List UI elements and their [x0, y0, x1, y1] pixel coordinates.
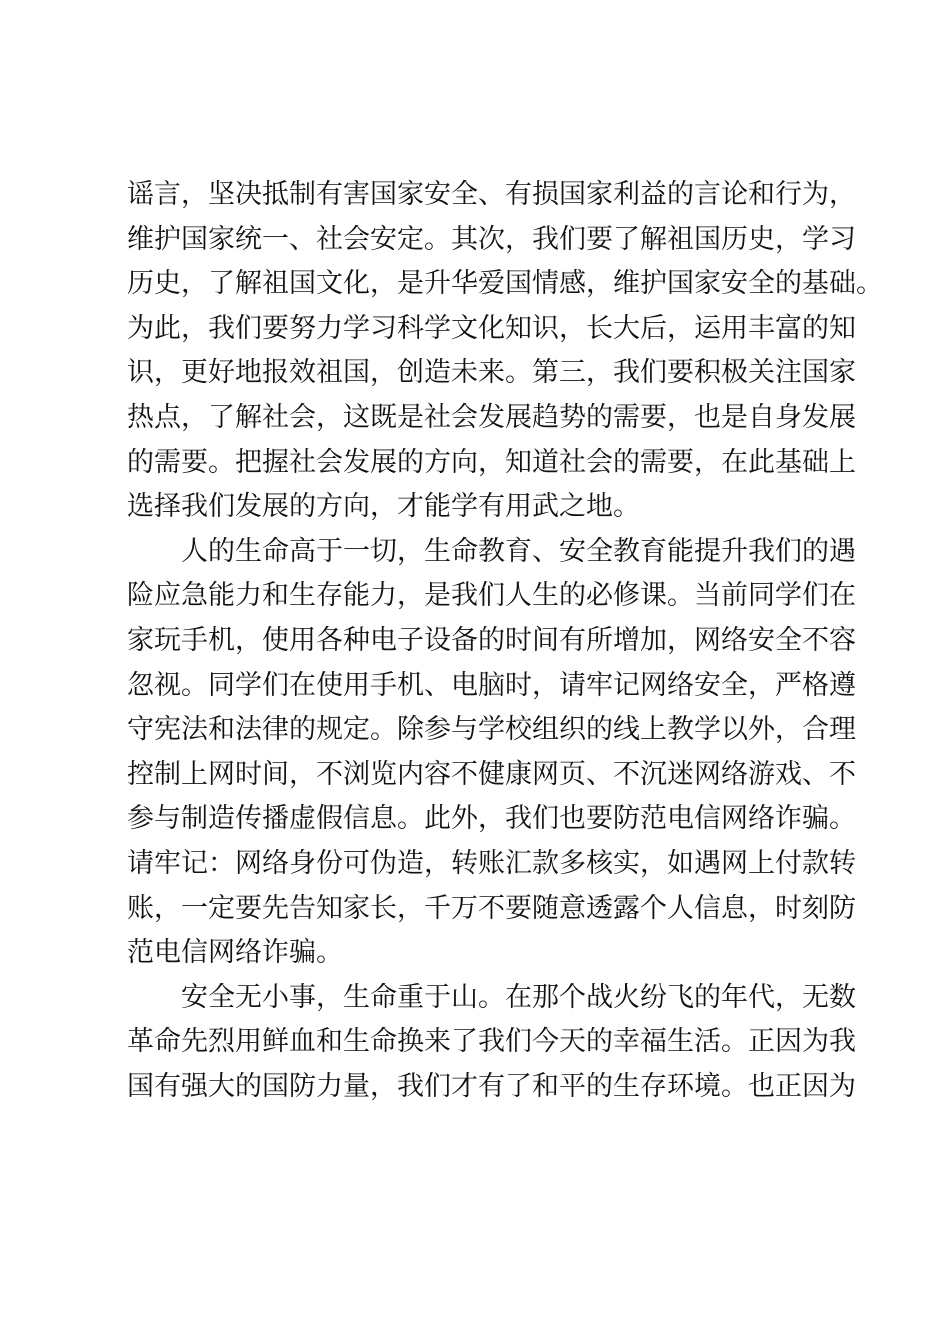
paragraph-1-line-8: 选择我们发展的方向，才能学有用武之地。: [127, 491, 640, 523]
paragraph-3-line-2: 革命先烈用鲜血和生命换来了我们今天的幸福生活。正因为我: [127, 1026, 856, 1058]
paragraph-2-line-2: 险应急能力和生存能力，是我们人生的必修课。当前同学们在: [127, 580, 856, 612]
paragraph-1-line-5: 识，更好地报效祖国，创造未来。第三，我们要积极关注国家: [127, 357, 856, 389]
paragraph-2-line-10: 范电信网络诈骗。: [127, 937, 343, 969]
paragraph-2-line-8: 请牢记：网络身份可伪造，转账汇款多核实，如遇网上付款转: [127, 847, 856, 879]
paragraph-1-line-2: 维护国家统一、社会安定。其次，我们要了解祖国历史，学习: [127, 223, 856, 255]
paragraph-1-line-4: 为此，我们要努力学习科学文化知识，长大后，运用丰富的知: [127, 312, 856, 344]
paragraph-3-line-3: 国有强大的国防力量，我们才有了和平的生存环境。也正因为: [127, 1070, 856, 1102]
paragraph-2-line-1: 人的生命高于一切，生命教育、安全教育能提升我们的遇: [181, 535, 856, 567]
paragraph-2-line-4: 忽视。同学们在使用手机、电脑时，请牢记网络安全，严格遵: [127, 669, 856, 701]
paragraph-2-line-5: 守宪法和法律的规定。除参与学校组织的线上教学以外，合理: [127, 714, 856, 746]
paragraph-2-line-7: 参与制造传播虚假信息。此外，我们也要防范电信网络诈骗。: [127, 803, 856, 835]
body-text: [127, 173, 883, 1109]
paragraph-2-line-3: 家玩手机，使用各种电子设备的时间有所增加，网络安全不容: [127, 624, 856, 656]
paragraph-2-line-6: 控制上网时间，不浏览内容不健康网页、不沉迷网络游戏、不: [127, 758, 856, 790]
paragraph-1-line-3: 历史，了解祖国文化，是升华爱国情感，维护国家安全的基础。: [127, 268, 883, 300]
paragraph-3-line-1: 安全无小事，生命重于山。在那个战火纷飞的年代，无数: [181, 981, 856, 1013]
paragraph-2-line-9: 账，一定要先告知家长，千万不要随意透露个人信息，时刻防: [127, 892, 856, 924]
paragraph-1-line-1: 谣言，坚决抵制有害国家安全、有损国家利益的言论和行为，: [127, 179, 856, 210]
paragraph-1-line-7: 的需要。把握社会发展的方向，知道社会的需要，在此基础上: [127, 446, 856, 478]
paragraph-1-line-6: 热点，了解社会，这既是社会发展趋势的需要，也是自身发展: [127, 401, 856, 433]
